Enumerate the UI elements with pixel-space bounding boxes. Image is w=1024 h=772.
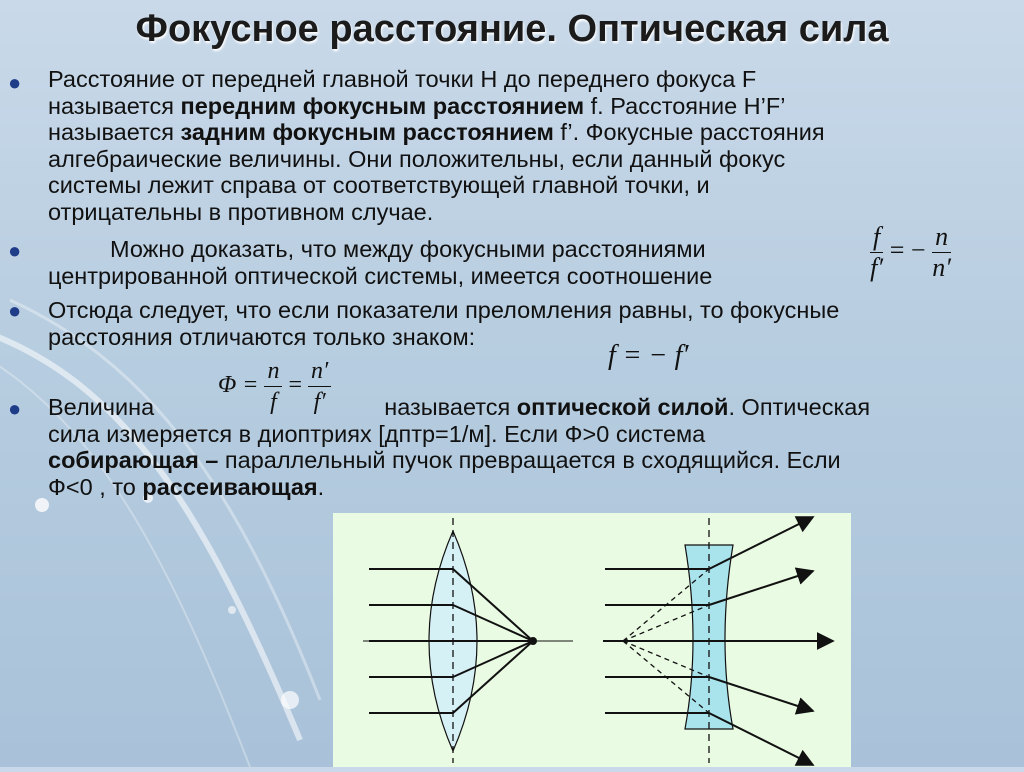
bullet-icon: ● xyxy=(8,298,22,323)
formula-focal-relation: $\frac{f}{f'}$ = − $\frac{n}{n'}$ xyxy=(870,222,951,282)
term-back-focal: задним фокусным расстоянием xyxy=(180,119,554,145)
term-diverging: рассеивающая xyxy=(142,473,318,500)
bullet-icon: ● xyxy=(8,238,22,263)
term-optical-power: оптической силой xyxy=(516,394,729,420)
paragraph-focal-distance: Расстояние от передней главной точки H до переднего фокуса F называется передним фокусным расстоянием f. Расстояние H’F’ называется задним фокусным расстоянием f’. Фокусные расстояния алгебраические величины. Они положительны, если данный фокус системы лежит справа от соответствующей главной точки, и отрицательны в противном случае. xyxy=(48,66,825,225)
converging-lens xyxy=(363,518,573,763)
lens-diagram-svg xyxy=(333,513,851,767)
paragraph-relation: Можно доказать, что между фокусными расстояниями центрированной оптической системы, имеется соотношение xyxy=(48,236,713,289)
slide-title: Фокусное расстояние. Оптическая сила xyxy=(135,8,889,50)
bullet-icon: ● xyxy=(8,396,22,421)
bullet-icon: ● xyxy=(8,70,22,95)
lens-diagram xyxy=(333,513,851,767)
formula-optical-power: Φ = $\frac{n}{f}$ = $\frac{n'}{f'}$ xyxy=(218,356,331,417)
term-converging: собирающая – xyxy=(48,447,219,473)
term-front-focal: передним фокусным расстоянием xyxy=(180,92,585,119)
formula-f-equals-minus-f: f = − f′ xyxy=(608,340,689,371)
diverging-lens xyxy=(603,517,833,765)
paragraph-optical-power: Величина называется оптической силой. Оптическая сила измеряется в диоптриях [дптр=1/м]. Если Ф>0 система собирающая – параллельный пучок превращается в сходящийся. Если Ф<0 , то рассеивающая. xyxy=(48,394,871,500)
paragraph-equal-index: Отсюда следует, что если показатели преломления равны, то фокусные расстояния отличаются только знаком: xyxy=(48,297,840,350)
